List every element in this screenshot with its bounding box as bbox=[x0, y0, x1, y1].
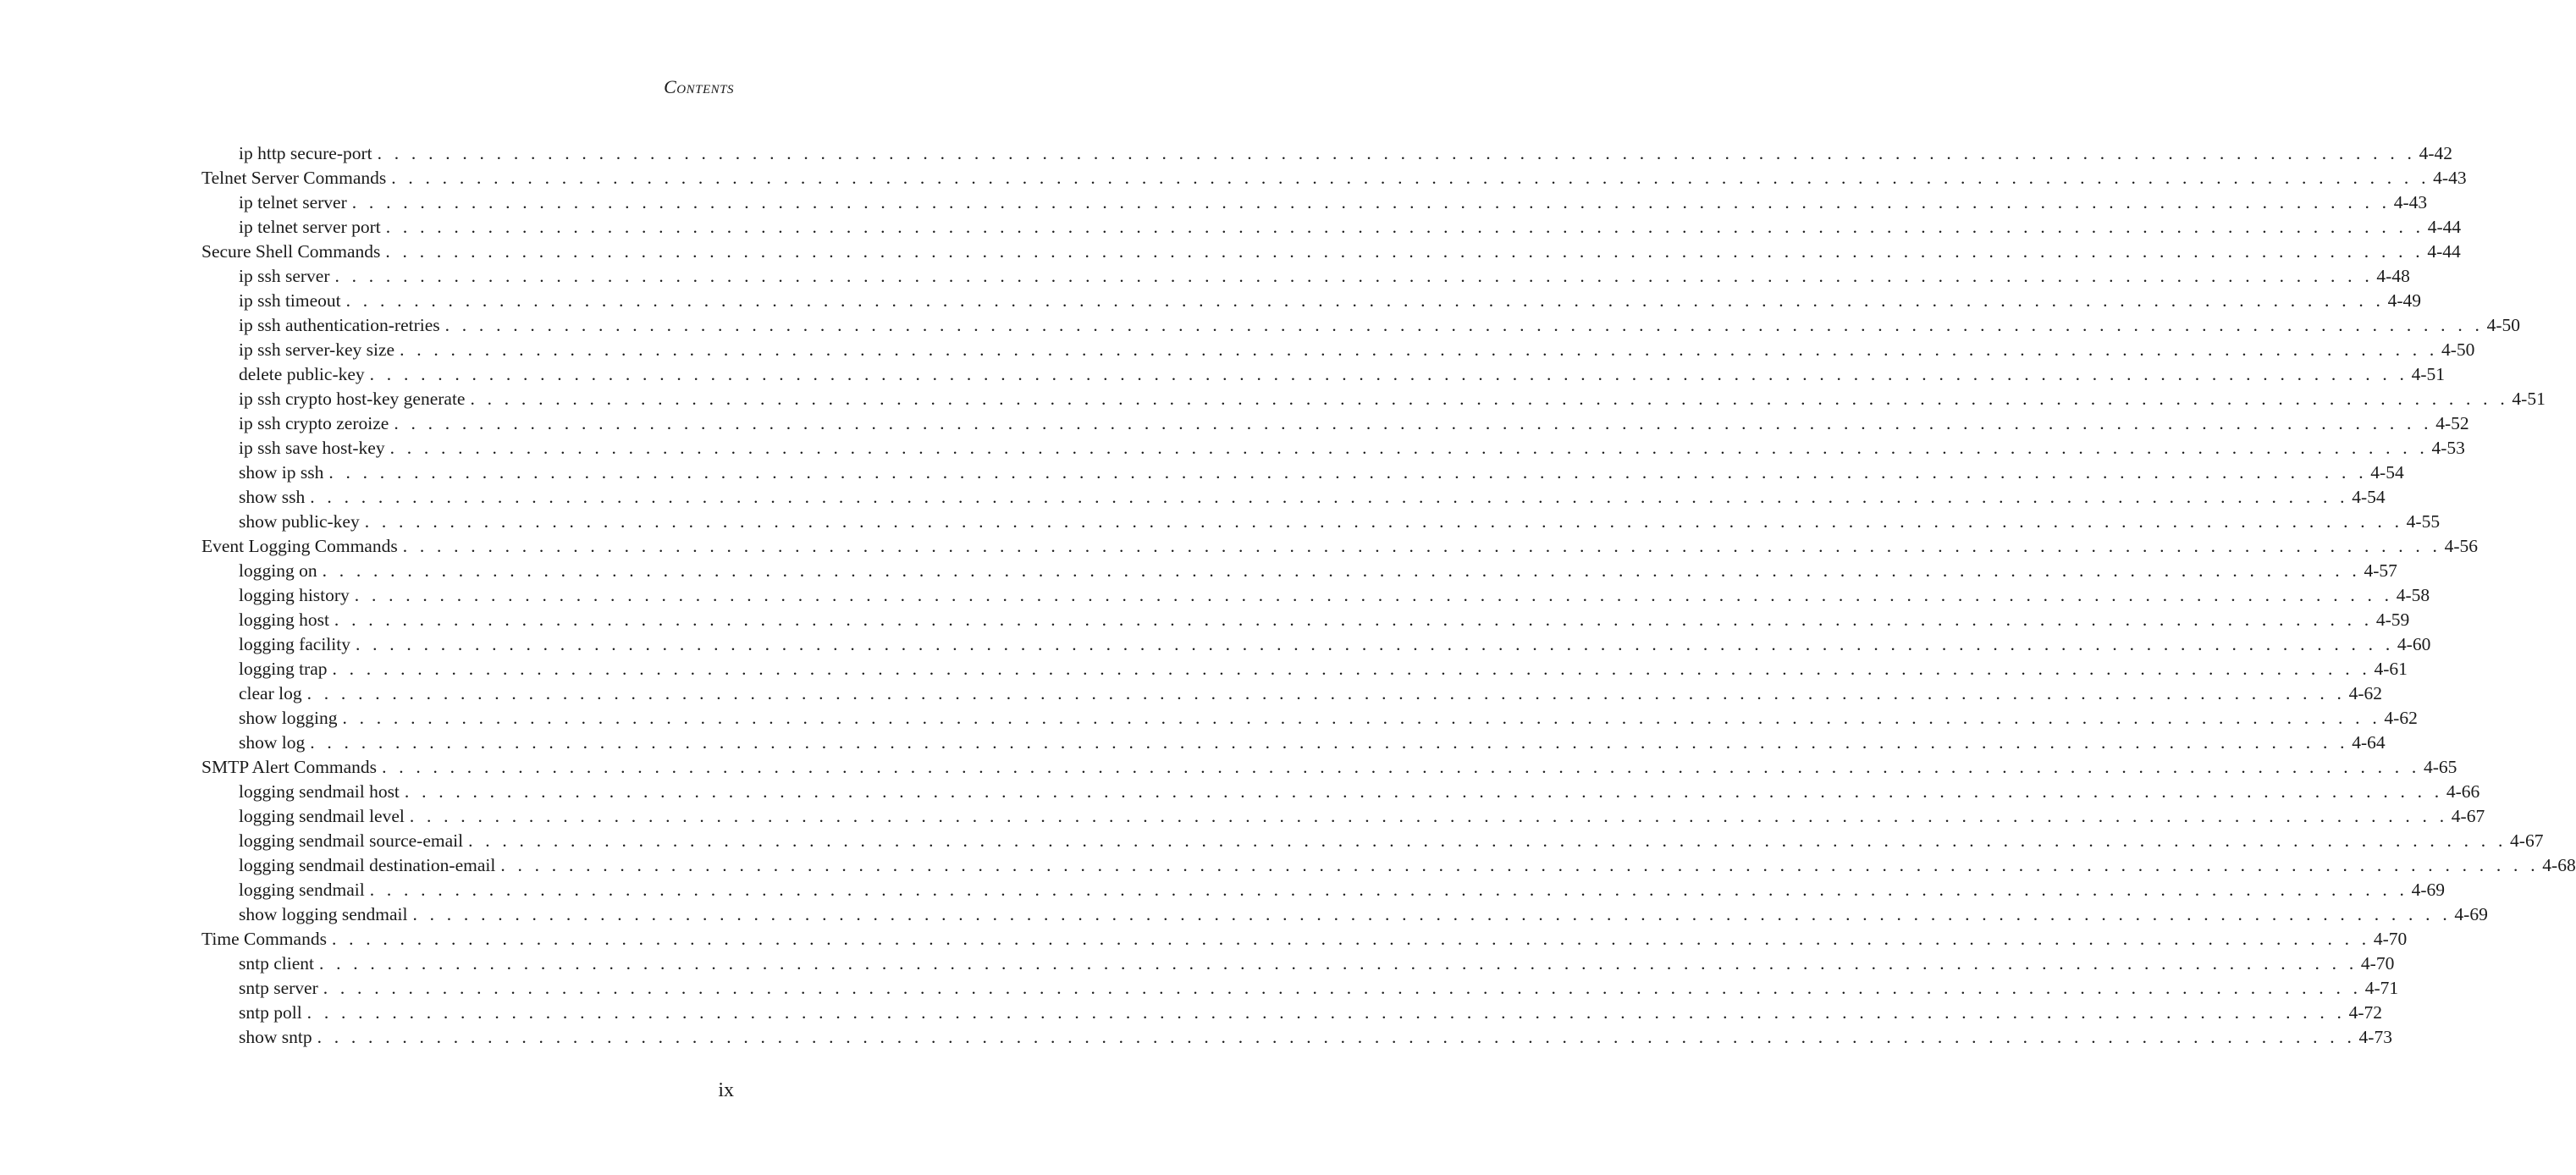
toc-entry[interactable] bbox=[201, 952, 2395, 976]
toc-entry[interactable] bbox=[201, 436, 2465, 461]
dot-leader: . . . . . . . . . . . . . . . . . . . . . . . . . . . . . . . . . . . . . . . . . . . . . . . . . . . . . . . . . . . . . . . . . . . . . . . . . . . . . . . . . . . . . . . . . . . . . . . . . . . . . . . . . . . . . . . . . . . . . . . . bbox=[385, 217, 2424, 237]
toc-entry-label: ip ssh authentication-retries bbox=[239, 315, 440, 335]
toc-entry-page: 4-54 bbox=[2370, 462, 2404, 483]
toc-entry-label: logging facility bbox=[239, 634, 350, 654]
dot-leader: . . . . . . . . . . . . . . . . . . . . . . . . . . . . . . . . . . . . . . . . . . . . . . . . . . . . . . . . . . . . . . . . . . . . . . . . . . . . . . . . . . . . . . . . . . . . . . . . . . . . . . . . . . . . . . . . . . . . . . . . bbox=[310, 487, 2349, 507]
toc-entry[interactable] bbox=[201, 190, 2428, 215]
dot-leader: . . . . . . . . . . . . . . . . . . . . . . . . . . . . . . . . . . . . . . . . . . . . . . . . . . . . . . . . . . . . . . . . . . . . . . . . . . . . . . . . . . . . . . . . . . . . . . . . . . . . . . . . . . . . . . . . . . . . . . . . bbox=[354, 585, 2393, 605]
table-of-contents bbox=[201, 141, 2576, 1050]
toc-entry-page: 4-43 bbox=[2433, 168, 2467, 188]
dot-leader: . . . . . . . . . . . . . . . . . . . . . . . . . . . . . . . . . . . . . . . . . . . . . . . . . . . . . . . . . . . . . . . . . . . . . . . . . . . . . . . . . . . . . . . . . . . . . . . . . . . . . . . . . . . . . . . . . . . . . . . . bbox=[409, 806, 2448, 826]
toc-entry[interactable] bbox=[201, 829, 2544, 853]
toc-entry-label: Event Logging Commands bbox=[201, 536, 398, 556]
toc-entry-page: 4-72 bbox=[2348, 1002, 2383, 1023]
toc-entry-label: logging history bbox=[239, 585, 350, 605]
dot-leader: . . . . . . . . . . . . . . . . . . . . . . . . . . . . . . . . . . . . . . . . . . . . . . . . . . . . . . . . . . . . . . . . . . . . . . . . . . . . . . . . . . . . . . . . . . . . . . . . . . . . . . . . . . . . . . . . . . . . . . . . bbox=[345, 290, 2385, 311]
toc-entry-page: 4-44 bbox=[2427, 217, 2462, 237]
dot-leader: . . . . . . . . . . . . . . . . . . . . . . . . . . . . . . . . . . . . . . . . . . . . . . . . . . . . . . . . . . . . . . . . . . . . . . . . . . . . . . . . . . . . . . . . . . . . . . . . . . . . . . . . . . . . . . . . . . . . . . . . bbox=[389, 438, 2429, 458]
toc-entry-label: ip http secure-port bbox=[239, 143, 372, 163]
dot-leader: . . . . . . . . . . . . . . . . . . . . . . . . . . . . . . . . . . . . . . . . . . . . . . . . . . . . . . . . . . . . . . . . . . . . . . . . . . . . . . . . . . . . . . . . . . . . . . . . . . . . . . . . . . . . . . . . . . . . . . . . bbox=[331, 929, 2370, 949]
toc-entry[interactable] bbox=[201, 141, 2452, 166]
toc-entry[interactable] bbox=[201, 289, 2422, 313]
toc-entry-label: Time Commands bbox=[201, 929, 327, 949]
toc-entry-label: clear log bbox=[239, 683, 302, 703]
toc-entry-label: sntp server bbox=[239, 978, 318, 998]
toc-entry[interactable] bbox=[201, 755, 2457, 780]
toc-entry-label: show logging sendmail bbox=[239, 904, 408, 924]
toc-entry[interactable] bbox=[201, 1001, 2383, 1025]
toc-entry-label: ip ssh server bbox=[239, 266, 330, 286]
toc-entry-label: logging sendmail host bbox=[239, 781, 400, 802]
toc-entry[interactable] bbox=[201, 362, 2446, 387]
toc-entry-label: ip telnet server port bbox=[239, 217, 381, 237]
toc-entry-page: 4-57 bbox=[2364, 560, 2397, 581]
dot-leader: . . . . . . . . . . . . . . . . . . . . . . . . . . . . . . . . . . . . . . . . . . . . . . . . . . . . . . . . . . . . . . . . . . . . . . . . . . . . . . . . . . . . . . . . . . . . . . . . . . . . . . . . . . . . . . . . . . . . . . . . bbox=[369, 880, 2408, 900]
toc-entry[interactable] bbox=[201, 264, 2410, 289]
toc-entry-page: 4-70 bbox=[2360, 953, 2395, 974]
toc-entry-label: Secure Shell Commands bbox=[201, 241, 381, 262]
toc-entry[interactable] bbox=[201, 510, 2441, 534]
dot-leader: . . . . . . . . . . . . . . . . . . . . . . . . . . . . . . . . . . . . . . . . . . . . . . . . . . . . . . . . . . . . . . . . . . . . . . . . . . . . . . . . . . . . . . . . . . . . . . . . . . . . . . . . . . . . . . . . . . . . . . . . bbox=[306, 683, 2346, 703]
toc-entry-page: 4-44 bbox=[2427, 241, 2461, 262]
toc-entry[interactable] bbox=[201, 411, 2469, 436]
toc-entry-page: 4-66 bbox=[2446, 781, 2480, 802]
toc-entry[interactable] bbox=[201, 1025, 2392, 1050]
toc-entry-page: 4-68 bbox=[2542, 855, 2576, 875]
toc-entry-page: 4-43 bbox=[2393, 192, 2428, 212]
dot-leader: . . . . . . . . . . . . . . . . . . . . . . . . . . . . . . . . . . . . . . . . . . . . . . . . . . . . . . . . . . . . . . . . . . . . . . . . . . . . . . . . . . . . . . . . . . . . . . . . . . . . . . . . . . . . . . . . . . . . . . . . bbox=[500, 855, 2540, 875]
toc-entry-label: ip ssh crypto host-key generate bbox=[239, 389, 466, 409]
running-header: Contents bbox=[664, 76, 734, 97]
toc-entry-page: 4-56 bbox=[2444, 536, 2479, 556]
toc-entry-page: 4-55 bbox=[2406, 511, 2441, 532]
dot-leader: . . . . . . . . . . . . . . . . . . . . . . . . . . . . . . . . . . . . . . . . . . . . . . . . . . . . . . . . . . . . . . . . . . . . . . . . . . . . . . . . . . . . . . . . . . . . . . . . . . . . . . . . . . . . . . . . . . . . . . . . bbox=[382, 757, 2420, 777]
toc-entry-label: logging sendmail source-email bbox=[239, 830, 464, 851]
toc-entry-label: logging sendmail level bbox=[239, 806, 405, 826]
dot-leader: . . . . . . . . . . . . . . . . . . . . . . . . . . . . . . . . . . . . . . . . . . . . . . . . . . . . . . . . . . . . . . . . . . . . . . . . . . . . . . . . . . . . . . . . . . . . . . . . . . . . . . . . . . . . . . . . . . . . . . . . bbox=[404, 781, 2443, 802]
dot-leader: . . . . . . . . . . . . . . . . . . . . . . . . . . . . . . . . . . . . . . . . . . . . . . . . . . . . . . . . . . . . . . . . . . . . . . . . . . . . . . . . . . . . . . . . . . . . . . . . . . . . . . . . . . . . . . . . . . . . . . . . bbox=[394, 413, 2433, 433]
toc-entry-page: 4-52 bbox=[2435, 413, 2469, 433]
toc-entry-page: 4-51 bbox=[2512, 389, 2546, 409]
dot-leader: . . . . . . . . . . . . . . . . . . . . . . . . . . . . . . . . . . . . . . . . . . . . . . . . . . . . . . . . . . . . . . . . . . . . . . . . . . . . . . . . . . . . . . . . . . . . . . . . . . . . . . . . . . . . . . . . . . . . . . . . bbox=[412, 904, 2452, 924]
toc-entry-label: logging host bbox=[239, 610, 329, 630]
toc-entry-page: 4-71 bbox=[2364, 978, 2399, 998]
dot-leader: . . . . . . . . . . . . . . . . . . . . . . . . . . . . . . . . . . . . . . . . . . . . . . . . . . . . . . . . . . . . . . . . . . . . . . . . . . . . . . . . . . . . . . . . . . . . . . . . . . . . . . . . . . . . . . . . . . . . . . . . bbox=[318, 953, 2358, 974]
toc-entry-label: delete public-key bbox=[239, 364, 365, 384]
dot-leader: . . . . . . . . . . . . . . . . . . . . . . . . . . . . . . . . . . . . . . . . . . . . . . . . . . . . . . . . . . . . . . . . . . . . . . . . . . . . . . . . . . . . . . . . . . . . . . . . . . . . . . . . . . . . . . . . . . . . . . . . bbox=[470, 389, 2509, 409]
toc-entry-label: logging sendmail destination-email bbox=[239, 855, 496, 875]
toc-entry-page: 4-64 bbox=[2352, 732, 2386, 753]
dot-leader: . . . . . . . . . . . . . . . . . . . . . . . . . . . . . . . . . . . . . . . . . . . . . . . . . . . . . . . . . . . . . . . . . . . . . . . . . . . . . . . . . . . . . . . . . . . . . . . . . . . . . . . . . . . . . . . . . . . . . . . . bbox=[391, 168, 2430, 188]
toc-entry[interactable] bbox=[201, 902, 2488, 927]
toc-entry-label: show sntp bbox=[239, 1027, 312, 1047]
toc-entry[interactable] bbox=[201, 731, 2386, 755]
toc-entry[interactable] bbox=[201, 534, 2479, 559]
toc-entry-page: 4-69 bbox=[2454, 904, 2488, 924]
toc-entry-label: show ip ssh bbox=[239, 462, 324, 483]
toc-entry-page: 4-67 bbox=[2451, 806, 2485, 826]
dot-leader: . . . . . . . . . . . . . . . . . . . . . . . . . . . . . . . . . . . . . . . . . . . . . . . . . . . . . . . . . . . . . . . . . . . . . . . . . . . . . . . . . . . . . . . . . . . . . . . . . . . . . . . . . . . . . . . . . . . . . . . . bbox=[400, 339, 2438, 360]
toc-entry-label: SMTP Alert Commands bbox=[201, 757, 378, 777]
dot-leader: . . . . . . . . . . . . . . . . . . . . . . . . . . . . . . . . . . . . . . . . . . . . . . . . . . . . . . . . . . . . . . . . . . . . . . . . . . . . . . . . . . . . . . . . . . . . . . . . . . . . . . . . . . . . . . . . . . . . . . . . bbox=[306, 1002, 2346, 1023]
dot-leader: . . . . . . . . . . . . . . . . . . . . . . . . . . . . . . . . . . . . . . . . . . . . . . . . . . . . . . . . . . . . . . . . . . . . . . . . . . . . . . . . . . . . . . . . . . . . . . . . . . . . . . . . . . . . . . . . . . . . . . . . bbox=[334, 266, 2374, 286]
toc-entry[interactable] bbox=[201, 706, 2418, 731]
toc-entry-label: ip telnet server bbox=[239, 192, 347, 212]
page-number: ix bbox=[718, 1079, 734, 1101]
toc-entry-label: logging trap bbox=[239, 659, 328, 679]
dot-leader: . . . . . . . . . . . . . . . . . . . . . . . . . . . . . . . . . . . . . . . . . . . . . . . . . . . . . . . . . . . . . . . . . . . . . . . . . . . . . . . . . . . . . . . . . . . . . . . . . . . . . . . . . . . . . . . . . . . . . . . . bbox=[323, 978, 2362, 998]
dot-leader: . . . . . . . . . . . . . . . . . . . . . . . . . . . . . . . . . . . . . . . . . . . . . . . . . . . . . . . . . . . . . . . . . . . . . . . . . . . . . . . . . . . . . . . . . . . . . . . . . . . . . . . . . . . . . . . . . . . . . . . . bbox=[351, 192, 2391, 212]
toc-entry-label: sntp poll bbox=[239, 1002, 302, 1023]
toc-entry[interactable] bbox=[201, 632, 2431, 657]
toc-entry-page: 4-61 bbox=[2374, 659, 2408, 679]
toc-entry[interactable] bbox=[201, 853, 2576, 878]
dot-leader: . . . . . . . . . . . . . . . . . . . . . . . . . . . . . . . . . . . . . . . . . . . . . . . . . . . . . . . . . . . . . . . . . . . . . . . . . . . . . . . . . . . . . . . . . . . . . . . . . . . . . . . . . . . . . . . . . . . . . . . . bbox=[444, 315, 2484, 335]
toc-entry-label: logging sendmail bbox=[239, 880, 365, 900]
toc-entry-label: show logging bbox=[239, 708, 338, 728]
toc-entry-label: Telnet Server Commands bbox=[201, 168, 387, 188]
toc-entry-page: 4-62 bbox=[2348, 683, 2382, 703]
dot-leader: . . . . . . . . . . . . . . . . . . . . . . . . . . . . . . . . . . . . . . . . . . . . . . . . . . . . . . . . . . . . . . . . . . . . . . . . . . . . . . . . . . . . . . . . . . . . . . . . . . . . . . . . . . . . . . . . . . . . . . . . bbox=[317, 1027, 2356, 1047]
toc-entry[interactable] bbox=[201, 976, 2399, 1001]
toc-entry[interactable] bbox=[201, 166, 2467, 190]
toc-entry-page: 4-49 bbox=[2387, 290, 2422, 311]
toc-entry-page: 4-62 bbox=[2384, 708, 2418, 728]
toc-entry[interactable] bbox=[201, 608, 2410, 632]
dot-leader: . . . . . . . . . . . . . . . . . . . . . . . . . . . . . . . . . . . . . . . . . . . . . . . . . . . . . . . . . . . . . . . . . . . . . . . . . . . . . . . . . . . . . . . . . . . . . . . . . . . . . . . . . . . . . . . . . . . . . . . . bbox=[377, 143, 2416, 163]
toc-entry-label: sntp client bbox=[239, 953, 314, 974]
toc-entry[interactable] bbox=[201, 780, 2480, 804]
dot-leader: . . . . . . . . . . . . . . . . . . . . . . . . . . . . . . . . . . . . . . . . . . . . . . . . . . . . . . . . . . . . . . . . . . . . . . . . . . . . . . . . . . . . . . . . . . . . . . . . . . . . . . . . . . . . . . . . . . . . . . . . bbox=[328, 462, 2368, 483]
dot-leader: . . . . . . . . . . . . . . . . . . . . . . . . . . . . . . . . . . . . . . . . . . . . . . . . . . . . . . . . . . . . . . . . . . . . . . . . . . . . . . . . . . . . . . . . . . . . . . . . . . . . . . . . . . . . . . . . . . . . . . . . bbox=[342, 708, 2381, 728]
toc-entry[interactable] bbox=[201, 215, 2462, 240]
dot-leader: . . . . . . . . . . . . . . . . . . . . . . . . . . . . . . . . . . . . . . . . . . . . . . . . . . . . . . . . . . . . . . . . . . . . . . . . . . . . . . . . . . . . . . . . . . . . . . . . . . . . . . . . . . . . . . . . . . . . . . . . bbox=[364, 511, 2403, 532]
toc-entry-page: 4-51 bbox=[2411, 364, 2446, 384]
toc-entry-page: 4-59 bbox=[2375, 610, 2410, 630]
toc-entry[interactable] bbox=[201, 804, 2485, 829]
dot-leader: . . . . . . . . . . . . . . . . . . . . . . . . . . . . . . . . . . . . . . . . . . . . . . . . . . . . . . . . . . . . . . . . . . . . . . . . . . . . . . . . . . . . . . . . . . . . . . . . . . . . . . . . . . . . . . . . . . . . . . . . bbox=[369, 364, 2408, 384]
toc-entry[interactable] bbox=[201, 559, 2397, 583]
toc-entry-page: 4-50 bbox=[2441, 339, 2475, 360]
toc-entry-label: show ssh bbox=[239, 487, 306, 507]
toc-entry[interactable] bbox=[201, 461, 2404, 485]
toc-entry-page: 4-42 bbox=[2419, 143, 2452, 163]
dot-leader: . . . . . . . . . . . . . . . . . . . . . . . . . . . . . . . . . . . . . . . . . . . . . . . . . . . . . . . . . . . . . . . . . . . . . . . . . . . . . . . . . . . . . . . . . . . . . . . . . . . . . . . . . . . . . . . . . . . . . . . . bbox=[310, 732, 2349, 753]
toc-entry-page: 4-69 bbox=[2411, 880, 2446, 900]
toc-entry[interactable] bbox=[201, 387, 2546, 411]
toc-entry-label: logging on bbox=[239, 560, 317, 581]
toc-entry-page: 4-65 bbox=[2424, 757, 2457, 777]
toc-entry-page: 4-67 bbox=[2510, 830, 2544, 851]
toc-entry-label: ip ssh timeout bbox=[239, 290, 341, 311]
toc-entry[interactable] bbox=[201, 927, 2408, 952]
dot-leader: . . . . . . . . . . . . . . . . . . . . . . . . . . . . . . . . . . . . . . . . . . . . . . . . . . . . . . . . . . . . . . . . . . . . . . . . . . . . . . . . . . . . . . . . . . . . . . . . . . . . . . . . . . . . . . . . . . . . . . . . bbox=[332, 659, 2371, 679]
dot-leader: . . . . . . . . . . . . . . . . . . . . . . . . . . . . . . . . . . . . . . . . . . . . . . . . . . . . . . . . . . . . . . . . . . . . . . . . . . . . . . . . . . . . . . . . . . . . . . . . . . . . . . . . . . . . . . . . . . . . . . . . bbox=[355, 634, 2394, 654]
dot-leader: . . . . . . . . . . . . . . . . . . . . . . . . . . . . . . . . . . . . . . . . . . . . . . . . . . . . . . . . . . . . . . . . . . . . . . . . . . . . . . . . . . . . . . . . . . . . . . . . . . . . . . . . . . . . . . . . . . . . . . . . bbox=[385, 241, 2424, 262]
toc-entry-page: 4-54 bbox=[2352, 487, 2386, 507]
toc-entry-label: show log bbox=[239, 732, 306, 753]
toc-entry-page: 4-58 bbox=[2396, 585, 2430, 605]
toc-entry[interactable] bbox=[201, 583, 2430, 608]
toc-entry[interactable] bbox=[201, 313, 2520, 338]
toc-entry-label: ip ssh crypto zeroize bbox=[239, 413, 389, 433]
toc-entry-label: ip ssh server-key size bbox=[239, 339, 395, 360]
toc-entry[interactable] bbox=[201, 657, 2408, 681]
toc-entry[interactable] bbox=[201, 240, 2461, 264]
toc-entry[interactable] bbox=[201, 338, 2475, 362]
toc-entry-label: show public-key bbox=[239, 511, 360, 532]
dot-leader: . . . . . . . . . . . . . . . . . . . . . . . . . . . . . . . . . . . . . . . . . . . . . . . . . . . . . . . . . . . . . . . . . . . . . . . . . . . . . . . . . . . . . . . . . . . . . . . . . . . . . . . . . . . . . . . . . . . . . . . . bbox=[322, 560, 2361, 581]
toc-entry[interactable] bbox=[201, 485, 2386, 510]
dot-leader: . . . . . . . . . . . . . . . . . . . . . . . . . . . . . . . . . . . . . . . . . . . . . . . . . . . . . . . . . . . . . . . . . . . . . . . . . . . . . . . . . . . . . . . . . . . . . . . . . . . . . . . . . . . . . . . . . . . . . . . . bbox=[334, 610, 2373, 630]
toc-entry[interactable] bbox=[201, 878, 2446, 902]
toc-entry-page: 4-53 bbox=[2431, 438, 2465, 458]
toc-entry-page: 4-60 bbox=[2397, 634, 2431, 654]
toc-entry[interactable] bbox=[201, 681, 2382, 706]
dot-leader: . . . . . . . . . . . . . . . . . . . . . . . . . . . . . . . . . . . . . . . . . . . . . . . . . . . . . . . . . . . . . . . . . . . . . . . . . . . . . . . . . . . . . . . . . . . . . . . . . . . . . . . . . . . . . . . . . . . . . . . . bbox=[468, 830, 2507, 851]
toc-entry-page: 4-48 bbox=[2376, 266, 2410, 286]
toc-entry-page: 4-70 bbox=[2373, 929, 2408, 949]
dot-leader: . . . . . . . . . . . . . . . . . . . . . . . . . . . . . . . . . . . . . . . . . . . . . . . . . . . . . . . . . . . . . . . . . . . . . . . . . . . . . . . . . . . . . . . . . . . . . . . . . . . . . . . . . . . . . . . . . . . . . . . . bbox=[402, 536, 2441, 556]
toc-entry-label: ip ssh save host-key bbox=[239, 438, 385, 458]
toc-entry-page: 4-73 bbox=[2358, 1027, 2392, 1047]
toc-entry-page: 4-50 bbox=[2486, 315, 2520, 335]
